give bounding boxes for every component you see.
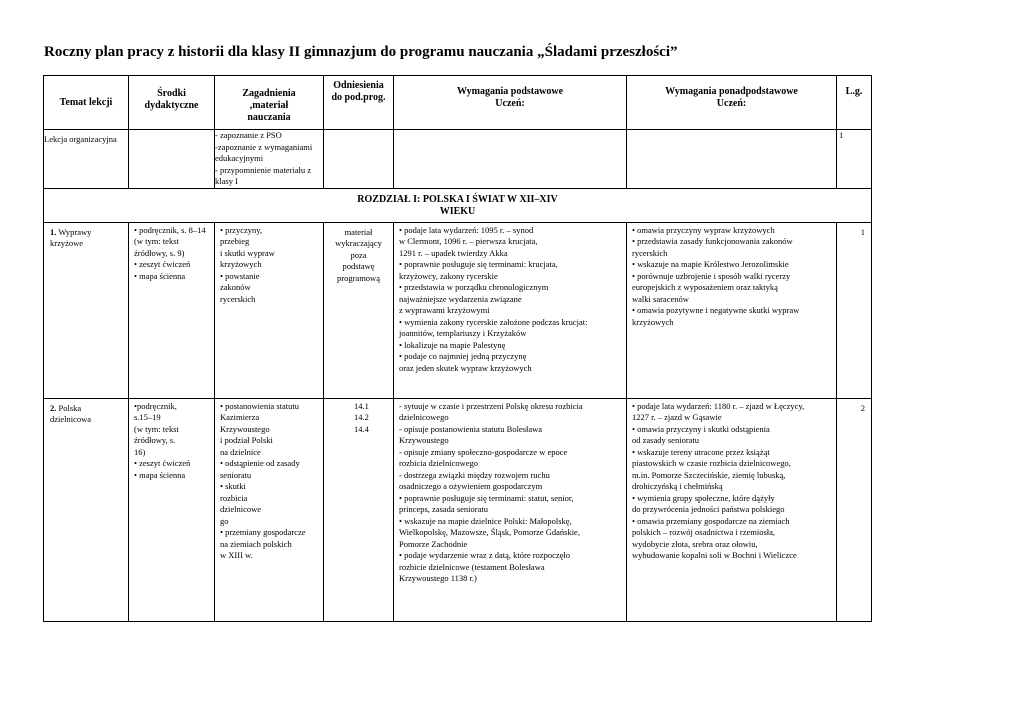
header-zagadnienia: Zagadnienia ,materiał nauczania [215,76,324,130]
table-row [44,222,872,398]
lesson-2-podstawowe-cell [394,398,627,621]
lesson-1-lg-cell: 1 [837,222,872,398]
lesson-number: 2. [50,402,57,413]
list-item: • lokalizuje na mapie Palestynę [399,339,506,350]
list-item: -zapoznanie z wymaganiami edukacyjnymi [215,141,313,163]
lesson-2-topic-cell [44,398,129,621]
list-item: - opisuje postanowienia statutu Bolesława Krzywoustego [399,423,543,445]
header-podstawowe: Wymagania podstawowe Uczeń: [394,76,627,130]
org-odniesienia-cell [324,130,394,189]
lesson-1-srodki-cell [129,222,215,398]
lesson-2-odniesienia-cell: 14.1 14.2 14.4 [324,398,394,621]
list-item: • podręcznik, s. 8–14 (w tym: tekst źródłowy, s. 9) [134,224,206,258]
list-item: - przypomnienie materiału z klasy I [215,164,312,186]
org-lg-cell: 1 [837,130,872,189]
org-zagadnienia-list [215,130,323,188]
list-item: • podaje lata wydarzeń: 1095 r. – synod w Clermont, 1096 r. – pierwsza krucjata, 1291 r. – upadek twierdzy Akka [399,224,538,258]
header-lg: L.g. [837,76,872,130]
lesson-2-ponadpodstawowe-cell [627,398,837,621]
lesson-2-zagadnienia-cell [215,398,324,621]
lesson-2-srodki-cell [129,398,215,621]
list-item: • poprawnie posługuje się terminami: statut, senior, princeps, zasada senioratu [399,492,574,514]
lesson-number: 1. [50,226,57,237]
list-item: • omawia pozytywne i negatywne skutki wypraw krzyżowych [632,305,800,327]
list-item: • zeszyt ćwiczeń [134,259,191,269]
list-item: - zapoznanie z PSO [215,130,282,140]
list-item: • podaje lata wydarzeń: 1180 r. – zjazd w Łęczycy, 1227 r. – zjazd w Gąsawie [632,400,805,422]
list-item: - sytuuje w czasie i przestrzeni Polskę okresu rozbicia dzielnicowego [399,400,583,422]
list-item: • podaje wydarzenie wraz z datą, które rozpoczęło rozbicie dzielnicowe (testament Bolesława Krzywoustego 1138 r.) [399,550,570,583]
list-item: • mapa ścienna [134,469,186,480]
lesson-2-zagadnienia-list [220,401,319,562]
chapter-heading: ROZDZIAŁ I: POLSKA I ŚWIAT W XII–XIV WIEKU [357,193,558,217]
list-item: • zeszyt ćwiczeń [134,458,191,468]
list-item: • wymienia zakony rycerskie założone podczas krucjat: joannitów, templariuszy i Krzyżaków [399,316,588,338]
lesson-1-topic-cell [44,222,129,398]
list-item: • odstąpienie od zasady senioratu [220,458,300,480]
lesson-2-podstawowe-list [399,401,622,585]
header-srodki: Środki dydaktyczne [129,76,215,130]
org-podstawowe-cell [394,130,627,189]
list-item: • poprawnie posługuje się terminami: krucjata, krzyżowcy, zakony rycerskie [399,259,558,281]
lesson-1-ponadpodstawowe-list [632,225,832,329]
lesson-topic: Wyprawy krzyżowe [50,226,92,248]
list-item: • powstanie zakonów rycerskich [220,270,260,304]
list-item: - dostrzega związki między rozwojem ruchu osadniczego a ożywieniem gospodarczym [399,469,550,491]
list-item: • wskazuje tereny utracone przez książąt piastowskich w czasie rozbicia dzielnicowego, m.in. Pomorze Szczecińskie, ziemię lubuską, drohiczyńską i chełmińską [632,446,791,491]
list-item: - opisuje zmiany społeczno-gospodarcze w epoce rozbicia dzielnicowego [399,446,568,468]
chapter-heading-cell [44,188,872,222]
list-item: • omawia przyczyny wypraw krzyżowych [632,224,775,235]
list-item: • wymienia grupy społeczne, które dążyły do przywrócenia jedności państwa polskiego [632,492,785,514]
lesson-2-ponadpodstawowe-list [632,401,832,562]
table-row [44,188,872,222]
list-item: • przedstawia w porządku chronologicznym najważniejsze wydarzenia związane z wyprawami krzyżowymi [399,282,549,315]
lesson-2-lg-cell: 2 [837,398,872,621]
lesson-1-zagadnienia-cell [215,222,324,398]
lesson-1-odniesienia-cell: materiał wykraczający poza podstawę programową [324,222,394,398]
list-item: • porównuje uzbrojenie i sposób walki rycerzy europejskich z wyposażeniem oraz taktyką walki saracenów [632,270,791,304]
lesson-topic: Polska dzielnicowa [50,402,92,424]
list-item: • podaje co najmniej jedną przyczynę oraz jeden skutek wypraw krzyżowych [399,351,532,373]
list-item: • przedstawia zasady funkcjonowania zakonów rycerskich [632,236,793,258]
list-item: • omawia przemiany gospodarcze na ziemiach polskich – rozwój osadnictwa i rzemiosła, wydobycie złota, srebra oraz ołowiu, wybudowanie kopalni soli w Bochni i Wieliczce [632,515,797,560]
list-item: •podręcznik, s.15–19 (w tym: tekst źródłowy, s. 16) [134,400,179,457]
header-ponadpodstawowe: Wymagania ponadpodstawowe Uczeń: [627,76,837,130]
list-item: • postanowienia statutu Kazimierza Krzywoustego i podział Polski na dzielnice [220,400,299,457]
table-row [44,398,872,621]
list-item: • wskazuje na mapie dzielnice Polski: Małopolskę, Wielkopolskę, Mazowsze, Śląsk, Pomorze Gdańskie, Pomorze Zachodnie [399,515,580,549]
lesson-1-zagadnienia-list [220,225,319,306]
header-odniesienia: Odniesienia do pod.prog. [324,76,394,130]
lesson-1-podstawowe-list [399,225,622,375]
list-item: • wskazuje na mapie Królestwo Jerozolimskie [632,259,789,269]
table-row [44,130,872,189]
document-title: Roczny plan pracy z historii dla klasy II gimnazjum do programu nauczania „Śladami przeszłości” [44,44,678,60]
org-ponadpodstawowe-cell [627,130,837,189]
header-temat: Temat lekcji [44,76,129,130]
list-item: • skutki rozbicia dzielnicowe go [220,481,262,526]
header-row [44,76,872,130]
lesson-plan-table [43,75,872,622]
org-topic-cell: Lekcja organizacyjna [44,130,129,189]
org-srodki-cell [129,130,215,189]
lesson-1-ponadpodstawowe-cell [627,222,837,398]
list-item: • omawia przyczyny i skutki odstąpienia od zasady senioratu [632,423,770,445]
lesson-1-podstawowe-cell [394,222,627,398]
list-item: • przemiany gospodarcze na ziemiach polskich w XIII w. [220,527,306,560]
list-item: • mapa ścienna [134,270,186,281]
lesson-2-srodki-list [134,401,210,482]
list-item: • przyczyny, przebieg i skutki wypraw krzyżowych [220,224,275,269]
lesson-1-srodki-list [134,225,210,283]
org-zagadnienia-cell [215,130,324,189]
